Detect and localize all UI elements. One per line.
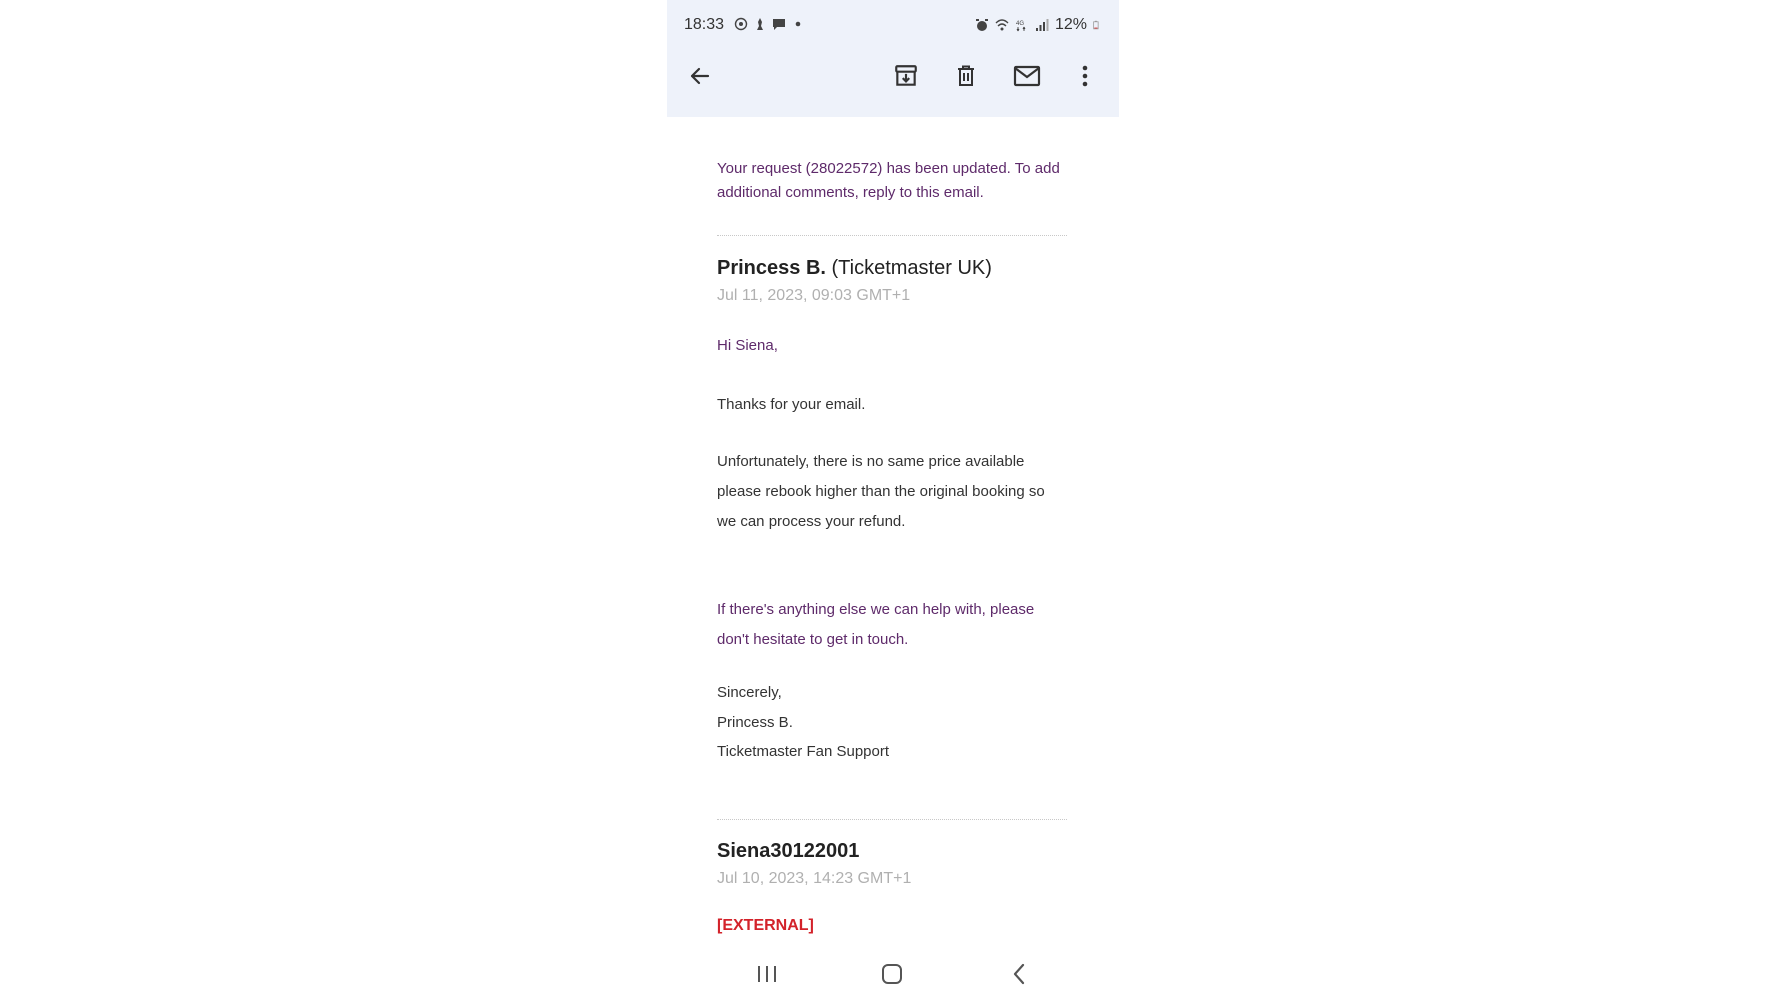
message-sender: [717, 840, 859, 863]
refund-paragraph: Unfortunately, there is no same price available please rebook higher than the original booking so we can process your refund.: [717, 453, 1045, 530]
sender-name: Siena30122001: [717, 840, 860, 862]
status-right-icons: [975, 16, 1102, 34]
home-icon: [881, 963, 903, 985]
back-button[interactable]: [684, 60, 716, 92]
email-toolbar: [667, 56, 1119, 96]
recents-button[interactable]: [752, 959, 782, 989]
status-bar: [684, 15, 1102, 37]
greeting: Hi Siena,: [717, 337, 778, 354]
notification-icon: [753, 17, 767, 31]
more-options-button[interactable]: [1069, 60, 1101, 92]
message-divider: [717, 819, 1067, 820]
system-nav-bar: [667, 955, 1119, 1000]
closing: Sincerely,: [717, 684, 782, 701]
message-date: Jul 10, 2023, 14:23 GMT+1: [717, 870, 912, 887]
delete-button[interactable]: [950, 60, 982, 92]
archive-icon: [893, 63, 919, 89]
battery-icon: [1093, 18, 1102, 32]
message-icon: [772, 17, 786, 31]
battery-percent: 12%: [1054, 16, 1087, 33]
message-date: Jul 11, 2023, 09:03 GMT+1: [717, 287, 911, 304]
signature-team: Ticketmaster Fan Support: [717, 743, 890, 760]
home-button[interactable]: [877, 959, 907, 989]
external-tag: [EXTERNAL]: [717, 917, 814, 934]
system-back-button[interactable]: [1004, 959, 1034, 989]
sender-name: Princess B.: [717, 257, 826, 279]
alarm-icon: [975, 18, 989, 32]
dot-icon: [791, 17, 805, 31]
wifi-icon: [995, 18, 1009, 32]
recents-icon: [756, 964, 778, 984]
whatsapp-icon: [734, 17, 748, 31]
status-time: 18:33: [684, 16, 725, 33]
mark-unread-button[interactable]: [1011, 60, 1043, 92]
top-app-bar: [667, 0, 1119, 117]
phone-screen: [667, 0, 1119, 1000]
message-divider: [717, 235, 1067, 236]
back-chevron-icon: [1012, 963, 1026, 985]
sender-org: (Ticketmaster UK): [831, 257, 992, 279]
trash-icon: [954, 63, 978, 89]
svg-text:4G: 4G: [1015, 21, 1024, 27]
request-update-notice: Your request (28022572) has been updated. To add additional comments, reply to this email.: [717, 160, 1060, 201]
4g-icon: [1015, 18, 1029, 32]
back-arrow-icon: [688, 64, 712, 88]
thanks-line: Thanks for your email.: [717, 396, 866, 413]
archive-button[interactable]: [890, 60, 922, 92]
mail-icon: [1013, 64, 1041, 88]
signal-icon: [1035, 18, 1049, 32]
status-left-icons: [734, 17, 805, 31]
more-vert-icon: [1081, 64, 1089, 88]
signature-name: Princess B.: [717, 714, 793, 731]
message-sender: [717, 257, 992, 280]
help-paragraph: If there's anything else we can help with, please don't hesitate to get in touch.: [717, 601, 1035, 648]
